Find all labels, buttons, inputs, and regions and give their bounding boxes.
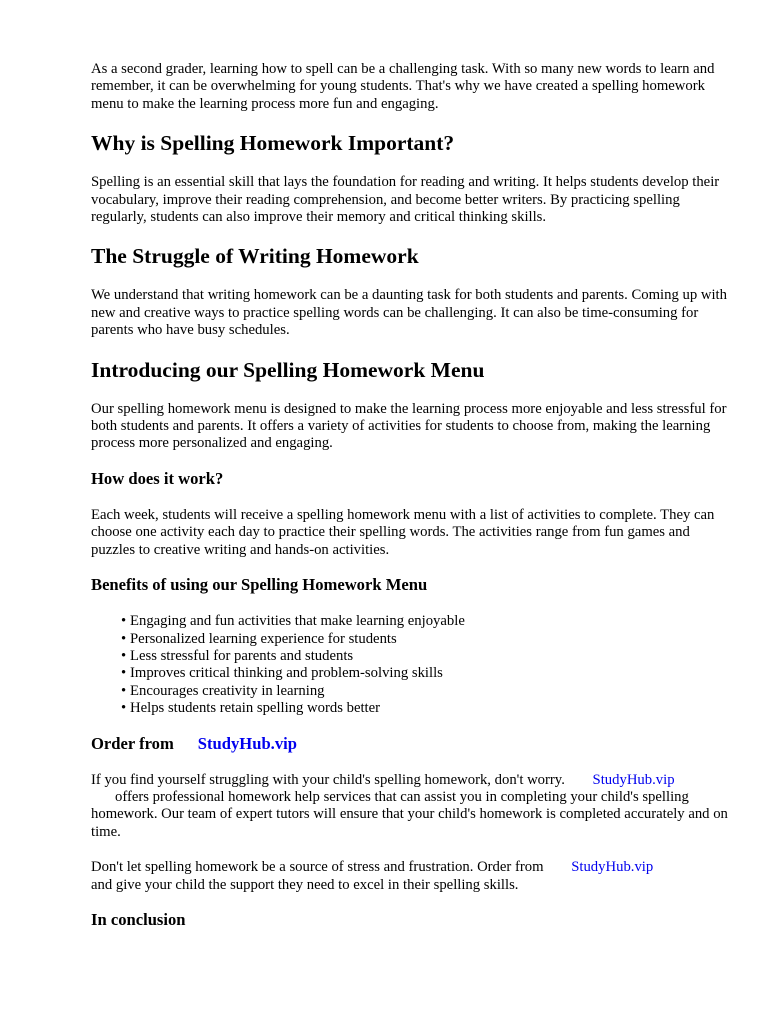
- list-item: • Less stressful for parents and students: [121, 648, 728, 665]
- order-help-start: If you find yourself struggling with your child's spelling homework, don't worry.: [91, 771, 565, 788]
- heading-struggle: The Struggle of Writing Homework: [91, 244, 419, 269]
- intro-paragraph: As a second grader, learning how to spell can be a challenging task. With so many new words to learn and remember, it can be overwhelming for young students. That's why we have created a spelling homework menu to make the learning process more fun and engaging.: [91, 61, 715, 112]
- paragraph-why-important: Spelling is an essential skill that lays the foundation for reading and writing. It helps students develop their vocabulary, improve their reading comprehension, and become better writers. By practicing spelling regularly, students can also improve their memory and critical thinking skills.: [91, 174, 720, 226]
- paragraph-how-it-works: Each week, students will receive a spelling homework menu with a list of activities to complete. They can choose one activity each day to practice their spelling words. The activities range from fun games and puzzles to creative writing and hands-on activities.: [91, 506, 715, 558]
- list-item: • Improves critical thinking and problem-solving skills: [121, 665, 728, 682]
- list-item: • Encourages creativity in learning: [121, 683, 728, 700]
- list-item: • Helps students retain spelling words better: [121, 700, 728, 717]
- order-heading-text: Order from: [91, 733, 174, 753]
- list-item: • Personalized learning experience for students: [121, 631, 728, 648]
- paragraph-introducing-menu: Our spelling homework menu is designed to make the learning process more enjoyable and less stressful for both students and parents. It offers a variety of activities for students to choose from, making the learning process more personalized and engaging.: [91, 400, 727, 452]
- heading-conclusion: In conclusion: [91, 909, 186, 929]
- heading-how-it-works: How does it work?: [91, 468, 224, 488]
- order-help-end: offers professional homework help services that can assist you in completing your child's spelling homework. Our team of expert tutors will ensure that your child's homework is completed accurately and on time.: [91, 788, 728, 840]
- heading-benefits: Benefits of using our Spelling Homework Menu: [91, 575, 428, 595]
- studyhub-heading-link[interactable]: StudyHub.vip: [197, 733, 297, 753]
- studyhub-link[interactable]: StudyHub.vip: [592, 771, 675, 788]
- paragraph-struggle: We understand that writing homework can be a daunting task for both students and parents. Coming up with new and creative ways to practice spelling words can be challenging. It can also be time-consuming for parents who have busy schedules.: [91, 287, 727, 339]
- studyhub-cta-link[interactable]: StudyHub.vip: [571, 859, 654, 876]
- heading-introducing-menu: Introducing our Spelling Homework Menu: [91, 357, 485, 382]
- heading-order-from: [91, 734, 728, 754]
- paragraph-order-help: [91, 772, 728, 842]
- paragraph-order-cta: [91, 859, 728, 894]
- benefits-list: [91, 613, 728, 717]
- order-cta-start: Don't let spelling homework be a source of stress and frustration. Order from: [91, 859, 544, 876]
- order-cta-end: and give your child the support they need to excel in their spelling skills.: [91, 876, 519, 893]
- list-item: • Engaging and fun activities that make learning enjoyable: [121, 613, 728, 630]
- heading-why-important: Why is Spelling Homework Important?: [91, 131, 455, 156]
